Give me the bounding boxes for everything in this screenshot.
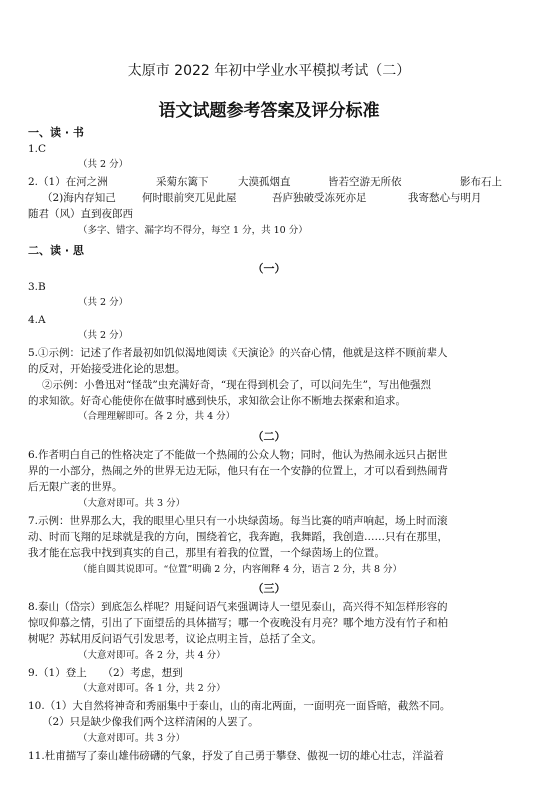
q2-score: （多字、错字、漏字均不得分，每空 1 分，共 10 分）: [78, 225, 308, 236]
q4-answer: 4.A: [28, 314, 46, 326]
q7-line: 我才能在忘我中找到真实的自己，那里有着我的位置，一个绿茵场上的位置。: [28, 547, 385, 559]
q5-line: ②示例：小鲁迅对“怪哉”虫充满好奇，“现在得到机会了，可以问先生”，写出他强烈: [42, 379, 431, 391]
part-heading-3: （三）: [252, 582, 286, 595]
q3-score: （共 2 分）: [78, 297, 129, 308]
q2-blank: （2)海内存知己: [42, 192, 116, 204]
q10-line: 10.（1）大自然将神奇和秀丽集中于泰山，山的南北两面，一面明亮一面昏暗，截然不同。: [28, 700, 451, 712]
q6-line: 后无限广袤的世界。: [28, 481, 123, 493]
q1-answer: 1.C: [28, 143, 47, 155]
q6-line: 界的一小部分，热闹之外的世界无边无际，他只有在一个安静的位置上，才可以看到热闹背: [28, 465, 448, 477]
page-title: 语文试题参考答案及评分标准: [158, 101, 380, 121]
part-heading-1: （一）: [252, 262, 286, 275]
q2-blank: 2.（1）在河之洲: [28, 176, 108, 188]
q8-line: 惊叹仰慕之情，引出了下面望岳的具体描写；哪一个夜晚没有月亮？哪个地方没有竹子和柏: [28, 617, 448, 629]
q7-score: （能自圆其说即可。“位置”明确 2 分，内容阐释 4 分，语言 2 分，共 8 分）: [78, 564, 403, 575]
q2-line2: [42, 191, 482, 205]
q2-blank: 何时眼前突兀见此屋: [142, 192, 237, 204]
q10-line: （2）只是缺少像我们两个这样清闲的人罢了。: [42, 716, 259, 728]
q7-line: 7.示例：世界那么大，我的眼里心里只有一小块绿茵场。每当比赛的哨声响起，场上时而滚: [28, 515, 448, 527]
q5-line: 的求知欲。好奇心能使你在做事时感到快乐，求知欲会让你不断地去探索和追求。: [28, 395, 406, 407]
q5-score: （合理理解即可。各 2 分，共 4 分）: [78, 411, 236, 422]
section-heading-2: 二、读 · 思: [28, 244, 84, 257]
q2-blank: 我寄愁心与明月: [408, 192, 482, 204]
q9-score: （大意对即可。各 1 分，共 2 分）: [78, 683, 226, 694]
q2-blank: 大漠孤烟直: [238, 176, 291, 188]
exam-title: 太原市 2022 年初中学业水平模拟考试（二）: [127, 63, 411, 79]
q4-score: （共 2 分）: [78, 330, 129, 341]
q6-line: 6.作者明白自己的性格决定了不能做一个热闹的公众人物；同时，他认为热闹永远只占据世: [28, 449, 448, 461]
q9-line: 9.（1）登上 （2）考虑，想到: [28, 667, 183, 679]
section-heading-1: 一、读 · 书: [28, 126, 84, 139]
q10-score: （大意对即可。共 3 分）: [78, 733, 186, 744]
q5-line: 的反对，开始接受进化论的思想。: [28, 363, 186, 375]
q2-line1: [28, 175, 502, 189]
q7-line: 动、时而飞翔的足球就是我的方向，围绕着它，我奔跑，我舞蹈，我创造……只有在那里，: [28, 531, 448, 543]
q1-score: （共 2 分）: [78, 159, 129, 170]
q2-line3: 随君（风）直到夜郎西: [28, 208, 133, 220]
q8-score: （大意对即可。各 2 分，共 4 分）: [78, 650, 226, 661]
q8-line: 树呢？苏轼用反问语气引发思考，议论点明主旨，总括了全文。: [28, 633, 322, 645]
q8-line: 8.泰山（岱宗）到底怎么样呢？用疑问语气来强调诗人一望见泰山，高兴得不知怎样形容的: [28, 601, 448, 613]
q6-score: （大意对即可。共 3 分）: [78, 498, 186, 509]
q3-answer: 3.B: [28, 281, 46, 293]
q2-blank: 采菊东篱下: [156, 176, 209, 188]
q2-blank: 吾庐独破受冻死亦足: [272, 192, 367, 204]
q11-line: 11.杜甫描写了泰山雄伟磅礴的气象，抒发了自己勇于攀登、傲视一切的雄心壮志，洋溢着: [28, 750, 444, 762]
q2-blank: 影布石上: [460, 176, 502, 188]
part-heading-2: （二）: [252, 430, 286, 443]
q2-blank: 皆若空游无所依: [328, 176, 402, 188]
q5-line: 5.①示例：记述了作者最初如饥似渴地阅读《天演论》的兴奋心情，他就是这样不顾前辈人: [28, 347, 448, 359]
